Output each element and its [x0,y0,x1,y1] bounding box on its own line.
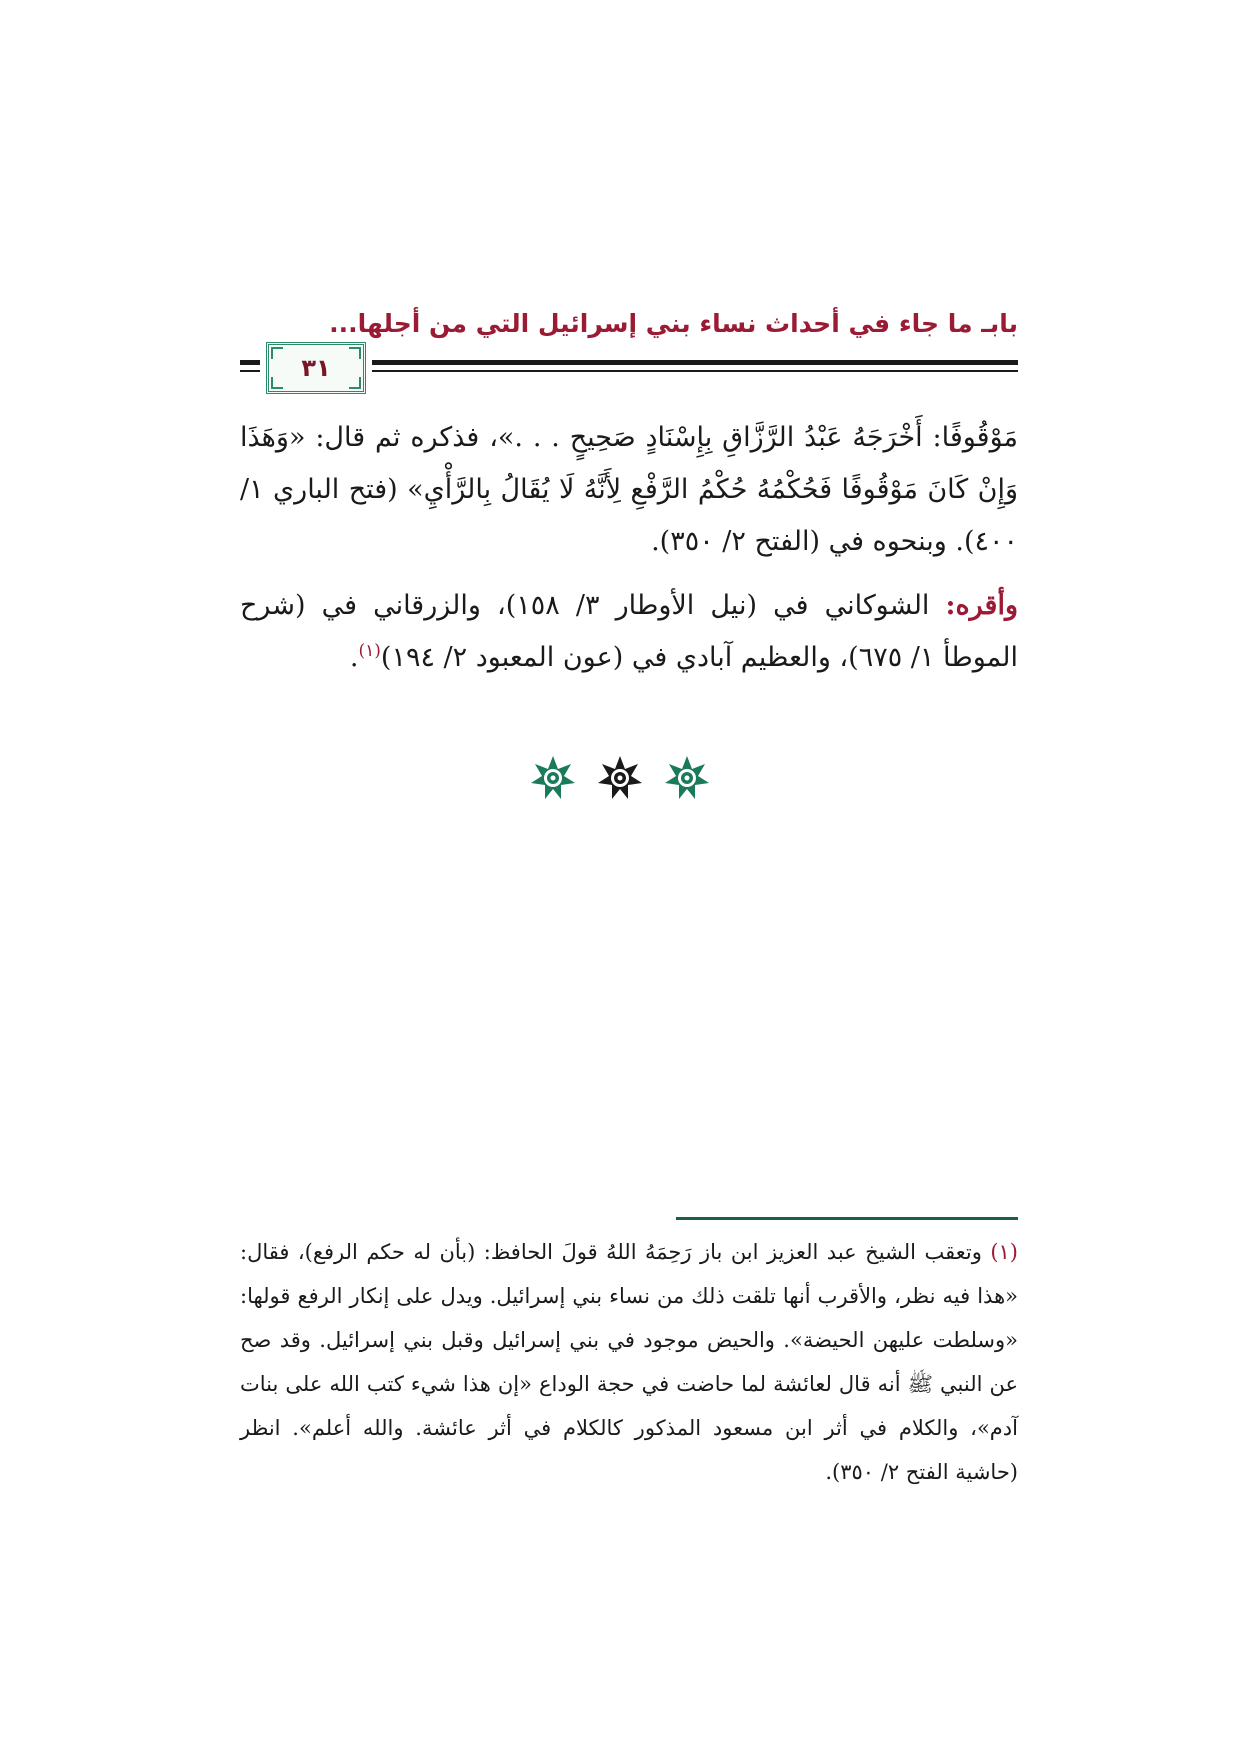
page-number: ٣١ [301,354,331,382]
header-rule [240,370,260,372]
page-number-frame [266,342,366,394]
flower-ornament-icon [597,755,643,801]
header-rule [372,360,1018,365]
chapter-title: بابـ ما جاء في أحداث نساء بني إسرائيل التي من أجلها... [329,309,1018,338]
section-separator [530,752,710,804]
page-header [240,304,1018,400]
paragraph [240,580,1018,684]
footnote-text: وتعقب الشيخ عبد العزيز ابن باز رَحِمَهُ اللهُ قولَ الحافظ: (بأن له حكم الرفع)، فقال: «هذا فيه نظر، والأقرب أنها تلقت ذلك من نساء بني إسرائيل. ويدل على إنكار الرفع قولها: «وسلطت عليهن الحيضة». والحيض موجود في بني إسرائيل وقبل بني إسرائيل. وقد صح عن النبي ﷺ أنه قال لعائشة لما حاضت في حجة الوداع «إن هذا شيء كتب الله على بنات آدم»، والكلام في أثر ابن مسعود المذكور كالكلام في أثر عائشة. والله أعلم». انظر (حاشية الفتح ٢/ ٣٥٠). [240,1240,1018,1484]
main-text [240,412,1018,684]
footnote-number: (١) [990,1240,1018,1264]
footnote-reference[interactable]: (١) [358,641,381,661]
frame-corner-ornament [349,347,361,359]
footnote [240,1230,1018,1494]
paragraph-text: الشوكاني في (نيل الأوطار ٣/ ١٥٨)، والزرقاني في (شرح الموطأ ١/ ٦٧٥)، والعظيم آبادي في (عون المعبود ٢/ ١٩٤) [240,590,1018,673]
flower-ornament-icon [664,755,710,801]
frame-corner-ornament [349,377,361,389]
footnotes [240,1230,1018,1494]
paragraph-end: . [349,642,359,673]
frame-corner-ornament [271,347,283,359]
header-rule [240,360,260,365]
flower-ornament-icon [530,755,576,801]
footnote-divider [676,1217,1018,1220]
paragraph-lead-word: وأقره: [945,590,1018,621]
header-rule [372,370,1018,372]
paragraph: مَوْقُوفًا: أَخْرَجَهُ عَبْدُ الرَّزَّاقِ بِإِسْنَادٍ صَحِيحٍ . . .»، فذكره ثم قال: «وَهَذَا وَإِنْ كَانَ مَوْقُوفًا فَحُكْمُهُ حُكْمُ الرَّفْعِ لِأَنَّهُ لَا يُقَالُ بِالرَّأْيِ» (فتح الباري ١/ ٤٠٠). وبنحوه في (الفتح ٢/ ٣٥٠). [240,422,1018,557]
frame-corner-ornament [271,377,283,389]
